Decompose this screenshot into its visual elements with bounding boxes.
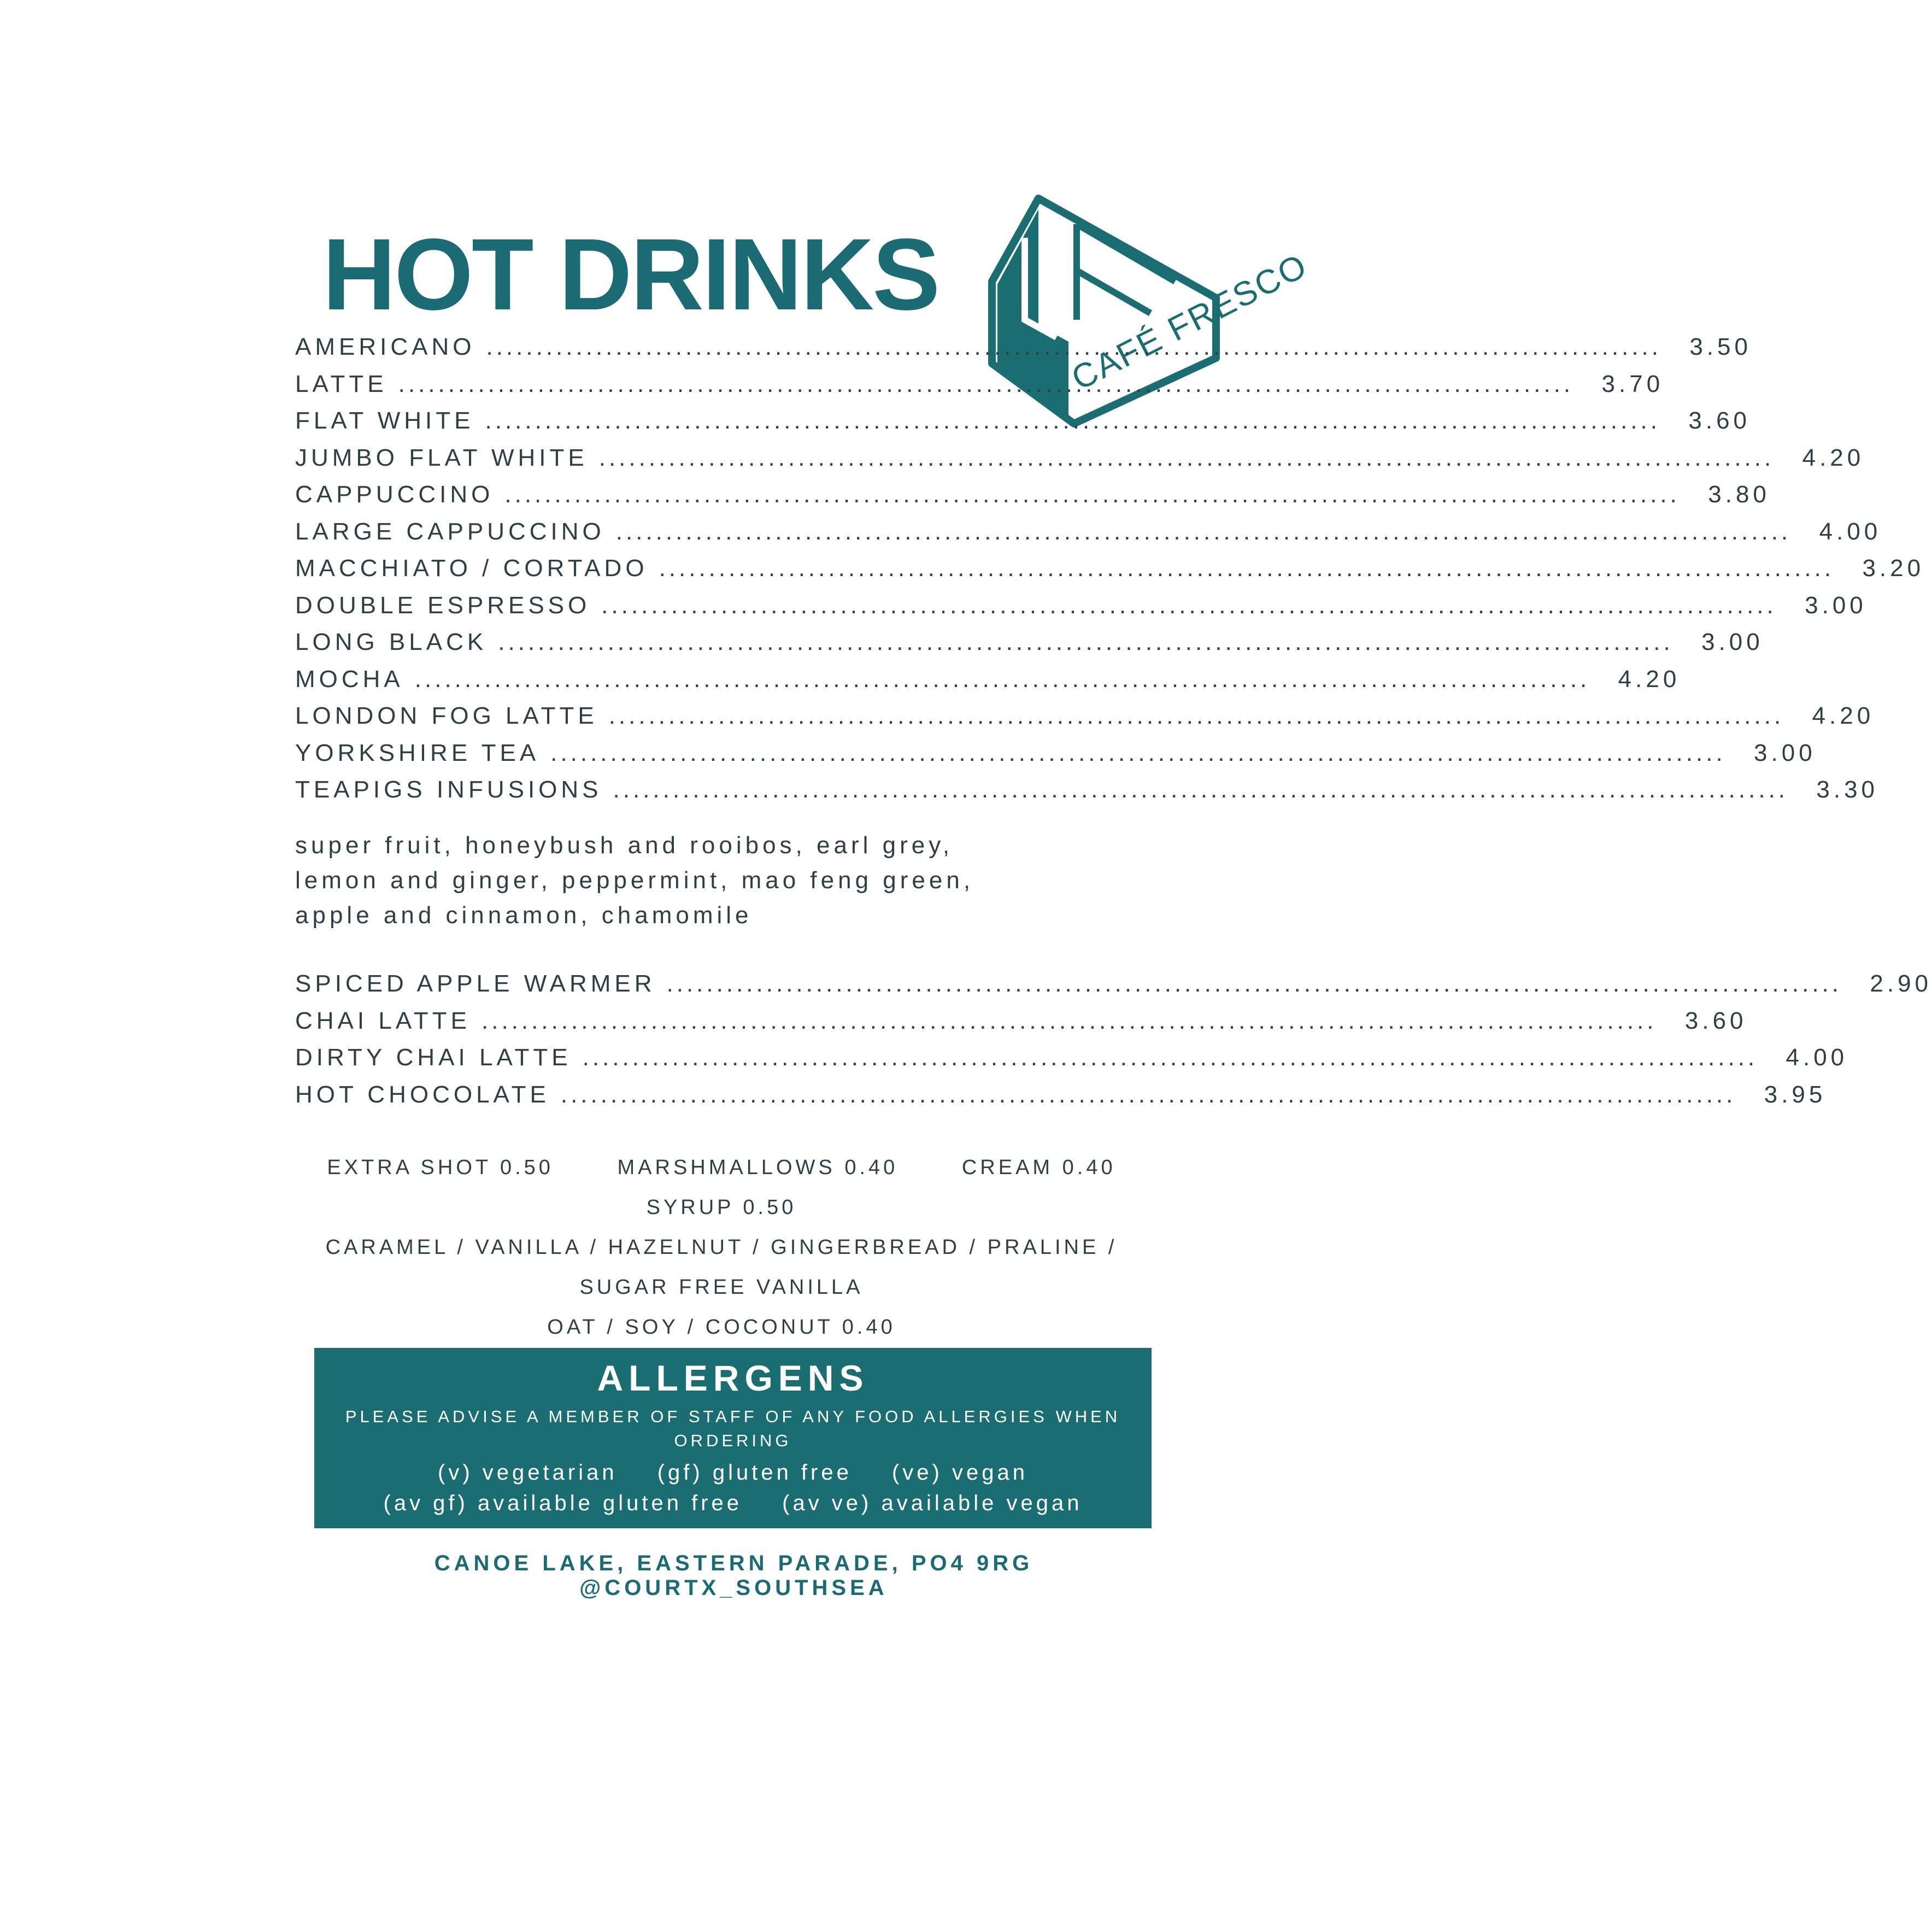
menu-item-price: 2.90 xyxy=(1870,970,1932,997)
menu-item-price: 3.00 xyxy=(1701,629,1764,655)
menu-item-name: LARGE CAPPUCCINO xyxy=(295,518,605,545)
extra-marshmallows: MARSHMALLOWS 0.40 xyxy=(617,1156,899,1179)
menu-item-row xyxy=(295,555,1925,592)
allergens-note: PLEASE ADVISE A MEMBER OF STAFF OF ANY FOOD ALLERGIES WHEN ORDERING xyxy=(345,1407,1121,1450)
menu-item-price: 4.00 xyxy=(1786,1044,1848,1071)
dot-leader xyxy=(486,333,1661,361)
menu-item-name: FLAT WHITE xyxy=(295,407,474,434)
menu-item-price: 3.00 xyxy=(1754,739,1816,766)
menu-item-name: DOUBLE ESPRESSO xyxy=(295,591,591,619)
logo-text: CAFÉ FRESCO xyxy=(1066,246,1314,398)
menu-item-row xyxy=(295,481,1770,518)
dot-leader xyxy=(485,407,1661,435)
menu-item-row xyxy=(295,1081,1827,1118)
menu-item-price: 3.50 xyxy=(1689,333,1752,360)
tea-flavours-line: lemon and ginger, peppermint, mao feng green, xyxy=(295,867,974,894)
footer-address: CANOE LAKE, EASTERN PARADE, PO4 9RG @COURTX_SOUTHSEA xyxy=(434,1551,1033,1600)
menu-item-price: 3.60 xyxy=(1684,1007,1747,1034)
allergens-key-row-1 xyxy=(314,1457,1152,1488)
menu-item-name: MOCHA xyxy=(295,665,404,693)
menu-item-name: JUMBO FLAT WHITE xyxy=(295,444,588,471)
dot-leader xyxy=(550,740,1726,767)
key-available-vegan: (av ve) available vegan xyxy=(782,1491,1083,1515)
menu-item-row xyxy=(295,591,1867,629)
dot-leader xyxy=(616,518,1792,546)
extra-syrup: SYRUP 0.50 xyxy=(646,1196,797,1219)
menu-item-row xyxy=(295,702,1875,740)
syrup-sugar-free: SUGAR FREE VANILLA xyxy=(579,1276,864,1299)
menu-item-row xyxy=(295,333,1752,371)
dot-leader xyxy=(667,970,1842,998)
allergens-title: ALLERGENS xyxy=(597,1358,869,1398)
menu-list-secondary xyxy=(295,970,1932,1118)
menu-item-name: AMERICANO xyxy=(295,333,475,360)
syrup-flavours: CARAMEL / VANILLA / HAZELNUT / GINGERBREAD / PRALINE / xyxy=(325,1236,1118,1259)
menu-item-name: CAPPUCCINO xyxy=(295,481,494,508)
allergens-key-row-2 xyxy=(314,1488,1152,1518)
menu-item-price: 4.00 xyxy=(1819,518,1882,545)
menu-item-name: LONDON FOG LATTE xyxy=(295,702,598,729)
tea-flavours-line: apple and cinnamon, chamomile xyxy=(295,902,753,929)
dot-leader xyxy=(481,1007,1657,1035)
extras-section xyxy=(295,1148,1148,1347)
cafe-fresco-logo xyxy=(986,194,1314,435)
menu-item-row xyxy=(295,444,1865,482)
extra-shot: EXTRA SHOT 0.50 xyxy=(327,1156,554,1179)
key-vegan: (ve) vegan xyxy=(891,1461,1028,1485)
menu-item-price: 4.20 xyxy=(1802,444,1865,471)
menu-item-price: 3.95 xyxy=(1764,1081,1827,1108)
dot-leader xyxy=(415,666,1590,693)
key-gluten-free: (gf) gluten free xyxy=(657,1461,852,1485)
menu-item-row xyxy=(295,970,1932,1007)
menu-item-row xyxy=(295,665,1681,703)
menu-item-name: HOT CHOCOLATE xyxy=(295,1081,550,1108)
menu-item-name: DIRTY CHAI LATTE xyxy=(295,1044,572,1071)
dot-leader xyxy=(498,629,1673,656)
dot-leader xyxy=(599,444,1775,472)
extra-cream: CREAM 0.40 xyxy=(961,1156,1116,1179)
key-available-gluten-free: (av gf) available gluten free xyxy=(383,1491,742,1515)
menu-item-name: SPICED APPLE WARMER xyxy=(295,970,656,997)
allergens-panel xyxy=(314,1348,1152,1528)
menu-item-price: 3.20 xyxy=(1862,555,1925,582)
dot-leader xyxy=(601,592,1777,619)
milk-options: OAT / SOY / COCONUT 0.40 xyxy=(547,1316,896,1339)
menu-item-name: LATTE xyxy=(295,370,387,397)
menu-item-price: 4.20 xyxy=(1618,665,1681,693)
menu-item-row xyxy=(295,370,1664,408)
menu-item-name: CHAI LATTE xyxy=(295,1007,471,1034)
menu-item-row xyxy=(295,776,1879,813)
dot-leader xyxy=(504,481,1680,508)
menu-item-row xyxy=(295,407,1751,444)
menu-item-row xyxy=(295,1044,1848,1081)
menu-item-name: MACCHIATO / CORTADO xyxy=(295,555,648,582)
menu-item-name: LONG BLACK xyxy=(295,629,488,655)
extras-row-toppings xyxy=(295,1148,1148,1188)
dot-leader xyxy=(609,702,1784,730)
menu-item-price: 4.20 xyxy=(1812,702,1875,729)
dot-leader xyxy=(398,371,1574,398)
menu-item-price: 3.60 xyxy=(1688,407,1751,434)
dot-leader xyxy=(583,1044,1758,1071)
menu-item-row xyxy=(295,739,1816,777)
menu-item-row xyxy=(295,518,1882,555)
tea-flavours-line: super fruit, honeybush and rooibos, earl grey, xyxy=(295,832,954,859)
tea-flavours xyxy=(295,828,1115,933)
menu-item-price: 3.70 xyxy=(1601,370,1664,397)
menu-item-price: 3.00 xyxy=(1805,591,1867,619)
menu-item-name: YORKSHIRE TEA xyxy=(295,739,540,766)
menu-item-price: 3.30 xyxy=(1816,776,1879,803)
dot-leader xyxy=(613,776,1789,803)
menu-item-price: 3.80 xyxy=(1708,481,1770,508)
dot-leader xyxy=(659,555,1835,582)
menu-item-row xyxy=(295,629,1764,666)
key-vegetarian: (v) vegetarian xyxy=(438,1461,618,1485)
page-title: HOT DRINKS xyxy=(322,218,939,331)
menu-list-main xyxy=(295,333,1925,813)
menu-item-name: TEAPIGS INFUSIONS xyxy=(295,776,602,803)
menu-item-row xyxy=(295,1007,1747,1045)
dot-leader xyxy=(561,1081,1736,1108)
